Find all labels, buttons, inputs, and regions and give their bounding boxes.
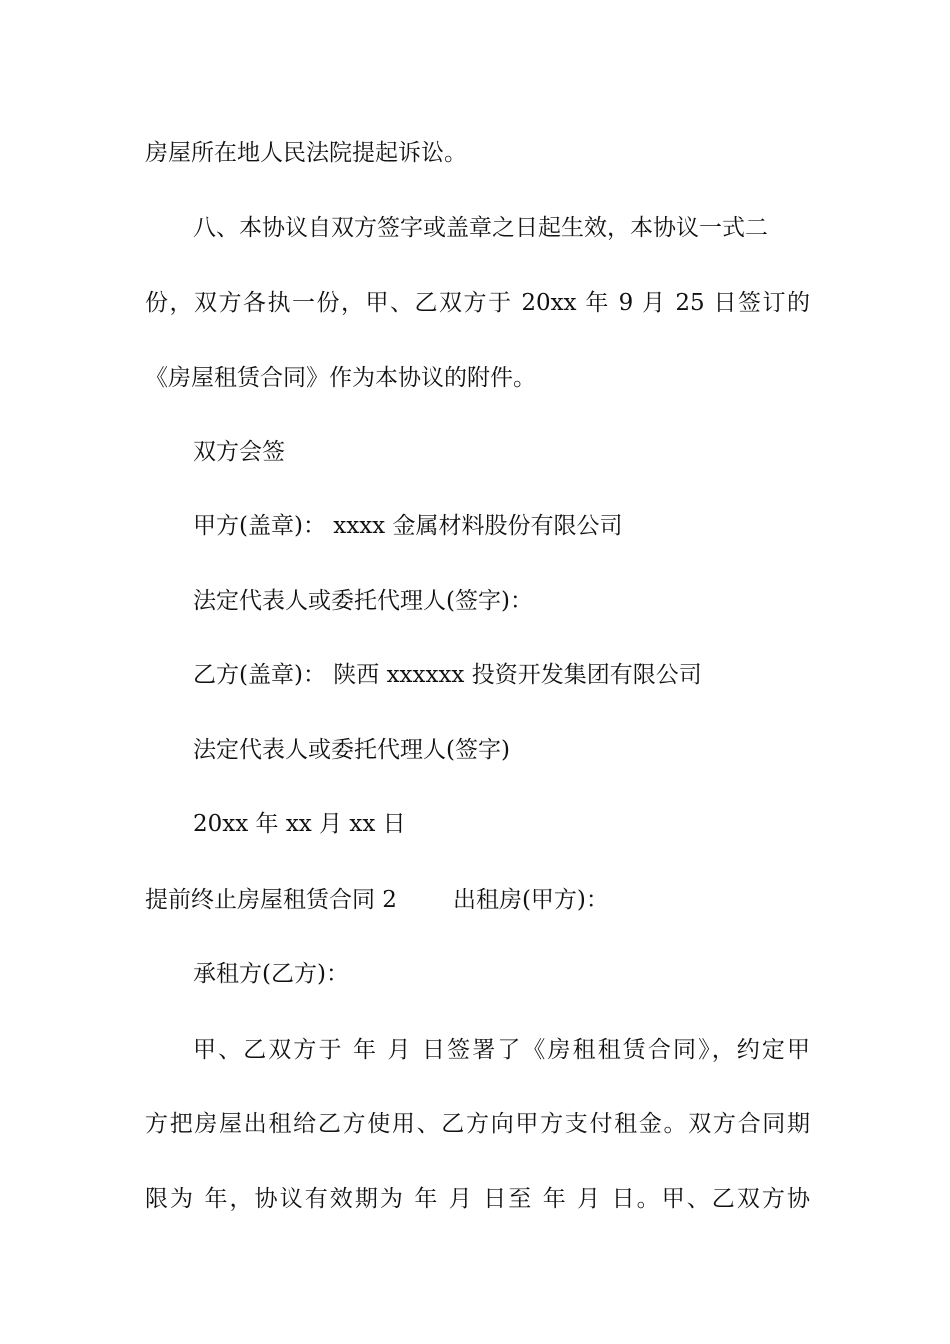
clause-eight-line: 八、本协议自双方签字或盖章之日起生效，本协议一式二 — [193, 215, 768, 241]
paragraph-line: 方把房屋出租给乙方使用、乙方向甲方支付租金。双方合同期 — [145, 1111, 810, 1137]
paragraph-line: 限为 年，协议有效期为 年 月 日至 年 月 日。甲、乙双方协 — [145, 1186, 810, 1212]
paragraph-line: 甲、乙双方于 年 月 日签署了《房租租赁合同》，约定甲 — [193, 1037, 810, 1063]
paragraph-line: 《房屋租赁合同》作为本协议的附件。 — [145, 365, 536, 391]
paragraph-line: 份，双方各执一份，甲、乙双方于 20xx 年 9 月 25 日签订的 — [145, 290, 810, 316]
lessor-label: 出租房(甲方)： — [452, 887, 609, 913]
cosign-heading: 双方会签 — [193, 439, 285, 465]
party-a-seal-line: 甲方(盖章)： xxxx 金属材料股份有限公司 — [193, 513, 623, 539]
party-b-representative-line: 法定代表人或委托代理人(签字) — [193, 737, 510, 763]
contract-title: 提前终止房屋租赁合同 2 — [145, 887, 397, 913]
party-b-seal-line: 乙方(盖章)： 陕西 xxxxxx 投资开发集团有限公司 — [193, 662, 702, 688]
paragraph-line: 房屋所在地人民法院提起诉讼。 — [145, 140, 467, 166]
signing-date-line: 20xx 年 xx 月 xx 日 — [193, 811, 406, 837]
lessee-label: 承租方(乙方)： — [193, 961, 349, 987]
contract-title-line — [145, 885, 810, 915]
party-a-representative-line: 法定代表人或委托代理人(签字)： — [193, 588, 533, 614]
